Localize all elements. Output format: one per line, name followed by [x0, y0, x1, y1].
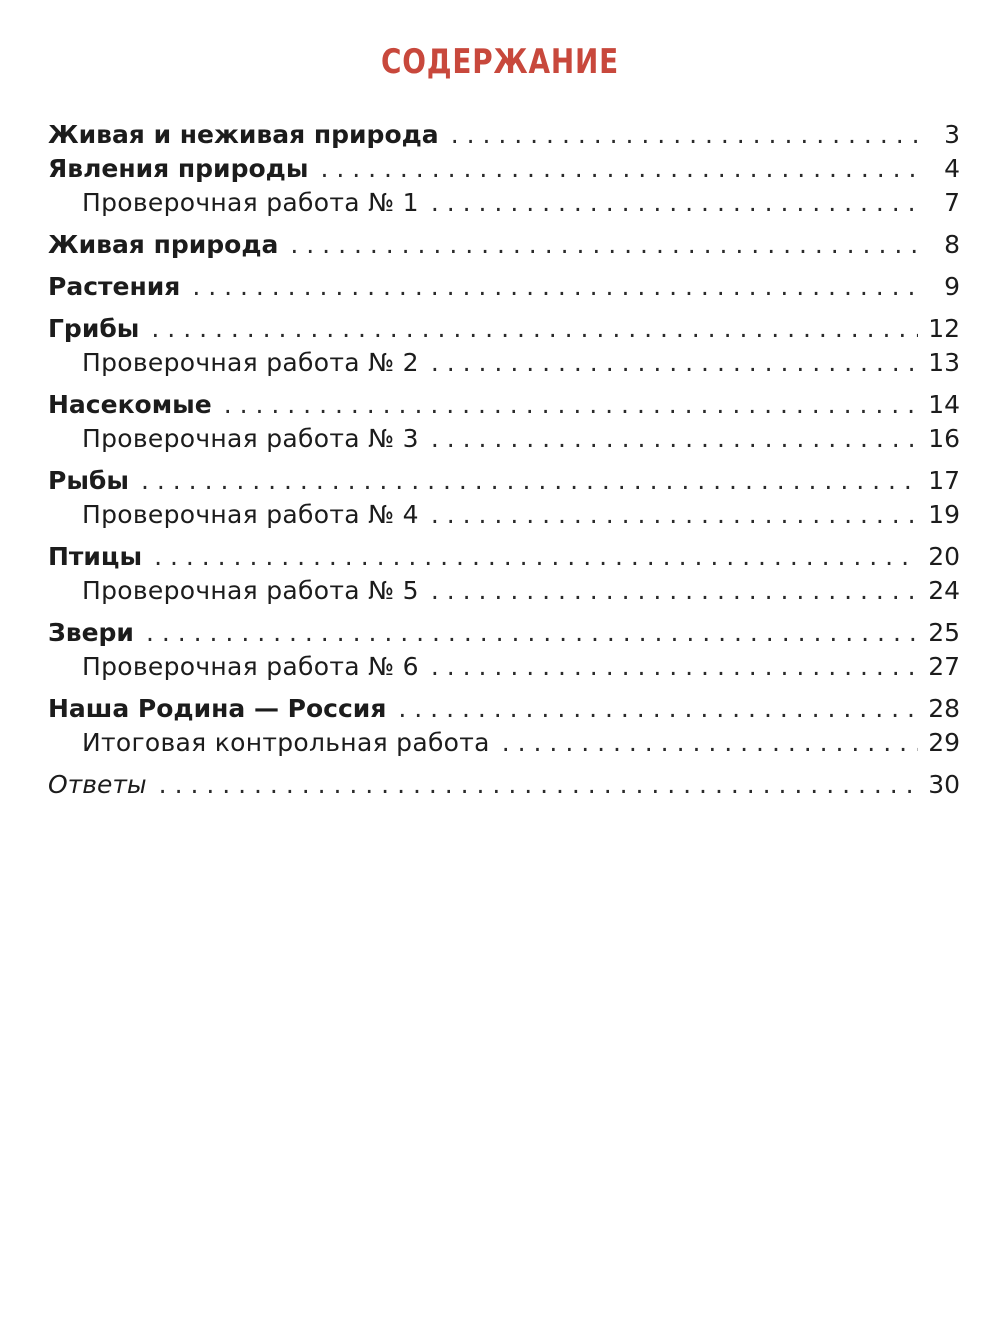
toc-entry-label: Наша Родина — Россия — [48, 694, 387, 723]
toc-entry-label: Живая природа — [48, 230, 279, 259]
dot-leader — [431, 650, 918, 684]
dot-leader — [290, 228, 922, 262]
toc-entry-page: 17 — [928, 466, 960, 495]
toc-entry-page: 4 — [944, 154, 960, 183]
toc-subentry[interactable] — [48, 346, 960, 380]
toc-entry-page: 30 — [928, 770, 960, 799]
dot-leader — [398, 692, 918, 726]
dot-leader — [431, 498, 918, 532]
dot-leader — [159, 768, 919, 802]
dot-leader — [141, 464, 918, 498]
toc-entry[interactable] — [48, 312, 960, 346]
dot-leader — [224, 388, 918, 422]
toc-entry-label: Проверочная работа № 2 — [82, 348, 419, 377]
dot-leader — [151, 312, 918, 346]
toc-entry-label: Растения — [48, 272, 181, 301]
toc-entry-label: Явления природы — [48, 154, 309, 183]
toc-entry-label: Итоговая контрольная работа — [82, 728, 490, 757]
toc-entry-label: Звери — [48, 618, 134, 647]
toc-entry-page: 24 — [928, 576, 960, 605]
toc-entry-page: 16 — [928, 424, 960, 453]
toc-entry[interactable] — [48, 270, 960, 304]
toc-entry-label: Живая и неживая природа — [48, 120, 439, 149]
dot-leader — [451, 118, 922, 152]
toc-entry-page: 29 — [928, 728, 960, 757]
table-of-contents — [48, 118, 960, 802]
toc-entry-page: 28 — [928, 694, 960, 723]
toc-entry-page: 14 — [928, 390, 960, 419]
toc-entry-answers[interactable] — [48, 768, 960, 802]
toc-subentry[interactable] — [48, 186, 960, 220]
toc-subentry[interactable] — [48, 574, 960, 608]
toc-entry-page: 27 — [928, 652, 960, 681]
toc-entry-label: Проверочная работа № 1 — [82, 188, 419, 217]
toc-entry-label: Проверочная работа № 6 — [82, 652, 419, 681]
dot-leader — [192, 270, 922, 304]
toc-entry-label: Птицы — [48, 542, 143, 571]
toc-entry-page: 3 — [944, 120, 960, 149]
toc-entry-page: 7 — [944, 188, 960, 217]
toc-subentry[interactable] — [48, 650, 960, 684]
toc-subentry[interactable] — [48, 726, 960, 760]
toc-entry[interactable] — [48, 540, 960, 574]
toc-entry[interactable] — [48, 692, 960, 726]
toc-entry-label: Насекомые — [48, 390, 212, 419]
toc-entry-page: 8 — [944, 230, 960, 259]
toc-entry[interactable] — [48, 118, 960, 152]
dot-leader — [146, 616, 918, 650]
page-title: СОДЕРЖАНИЕ — [380, 42, 620, 82]
toc-entry-page: 13 — [928, 348, 960, 377]
toc-entry[interactable] — [48, 388, 960, 422]
dot-leader — [320, 152, 922, 186]
dot-leader — [502, 726, 918, 760]
dot-leader — [154, 540, 918, 574]
toc-subentry[interactable] — [48, 498, 960, 532]
toc-entry-label: Проверочная работа № 5 — [82, 576, 419, 605]
toc-entry[interactable] — [48, 464, 960, 498]
toc-entry[interactable] — [48, 228, 960, 262]
toc-entry-page: 12 — [928, 314, 960, 343]
toc-entry[interactable] — [48, 152, 960, 186]
toc-entry-label: Рыбы — [48, 466, 129, 495]
toc-entry-label: Проверочная работа № 4 — [82, 500, 419, 529]
toc-entry-label: Грибы — [48, 314, 140, 343]
toc-entry-page: 9 — [944, 272, 960, 301]
dot-leader — [431, 422, 918, 456]
toc-entry[interactable] — [48, 616, 960, 650]
toc-entry-label: Ответы — [48, 770, 147, 799]
toc-entry-page: 19 — [928, 500, 960, 529]
toc-entry-page: 25 — [928, 618, 960, 647]
dot-leader — [431, 186, 922, 220]
dot-leader — [431, 346, 918, 380]
toc-entry-page: 20 — [928, 542, 960, 571]
dot-leader — [431, 574, 918, 608]
toc-entry-label: Проверочная работа № 3 — [82, 424, 419, 453]
toc-subentry[interactable] — [48, 422, 960, 456]
